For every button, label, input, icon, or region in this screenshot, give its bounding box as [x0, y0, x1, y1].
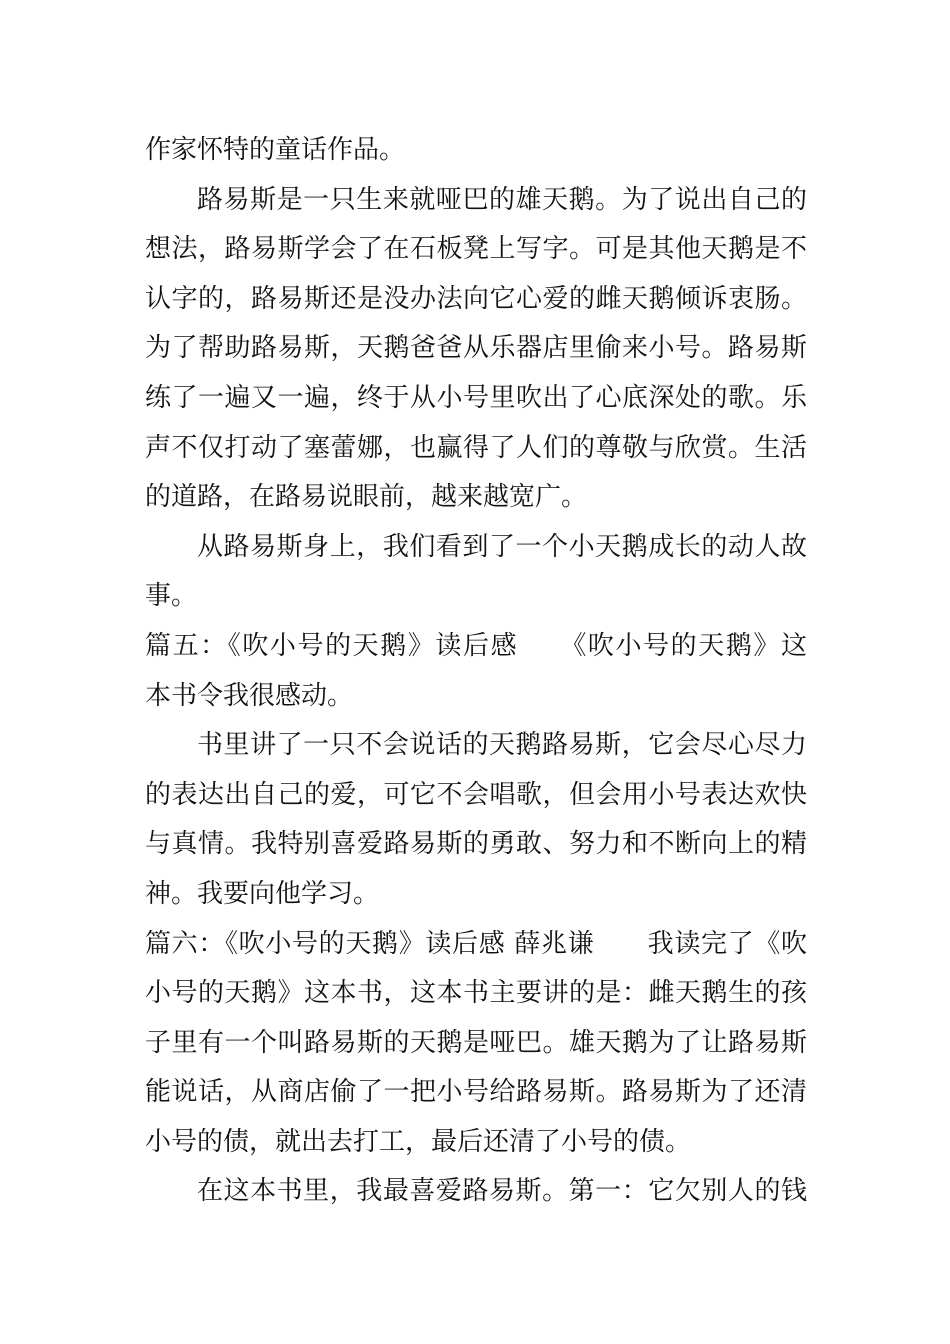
text-line: 小号的债，就出去打工，最后还清了小号的债。: [145, 1126, 692, 1157]
text-line: 子里有一个叫路易斯的天鹅是哑巴。雄天鹅为了让路易斯: [145, 1027, 807, 1058]
text-line: 的道路，在路易说眼前，越来越宽广。: [145, 482, 588, 513]
section-heading-line: 篇五：《吹小号的天鹅》读后感 《吹小号的天鹅》这: [145, 630, 807, 661]
text-line: 认字的，路易斯还是没办法向它心爱的雌天鹅倾诉衷肠。: [145, 283, 807, 314]
text-line: 练了一遍又一遍，终于从小号里吹出了心底深处的歌。乐: [145, 382, 807, 413]
text-line: 作家怀特的童话作品。: [145, 135, 406, 165]
text-line: 与真情。我特别喜爱路易斯的勇敢、努力和不断向上的精: [145, 829, 807, 860]
text-line: 书里讲了一只不会说话的天鹅路易斯，它会尽心尽力: [197, 730, 807, 761]
text-line: 从路易斯身上，我们看到了一个小天鹅成长的动人故: [197, 531, 807, 562]
text-line: 本书令我很感动。: [145, 680, 354, 711]
section-heading-line: 篇六：《吹小号的天鹅》读后感 薛兆谦 我读完了《吹: [145, 928, 807, 959]
text-line: 声不仅打动了塞蕾娜，也赢得了人们的尊敬与欣赏。生活: [145, 432, 807, 463]
text-line: 的表达出自己的爱，可它不会唱歌，但会用小号表达欢快: [145, 779, 807, 810]
text-line: 想法，路易斯学会了在石板凳上写字。可是其他天鹅是不: [145, 234, 807, 265]
text-line: 为了帮助路易斯，天鹅爸爸从乐器店里偷来小号。路易斯: [145, 333, 807, 364]
text-line: 路易斯是一只生来就哑巴的雄天鹅。为了说出自己的: [197, 184, 807, 215]
text-line: 小号的天鹅》这本书，这本书主要讲的是：雌天鹅生的孩: [145, 978, 807, 1009]
text-line: 事。: [145, 581, 198, 612]
document-page: [145, 126, 807, 1217]
text-line: 能说话，从商店偷了一把小号给路易斯。路易斯为了还清: [145, 1077, 807, 1108]
text-line: 在这本书里，我最喜爱路易斯。第一：它欠别人的钱: [197, 1176, 807, 1207]
text-line: 神。我要向他学习。: [145, 878, 380, 909]
